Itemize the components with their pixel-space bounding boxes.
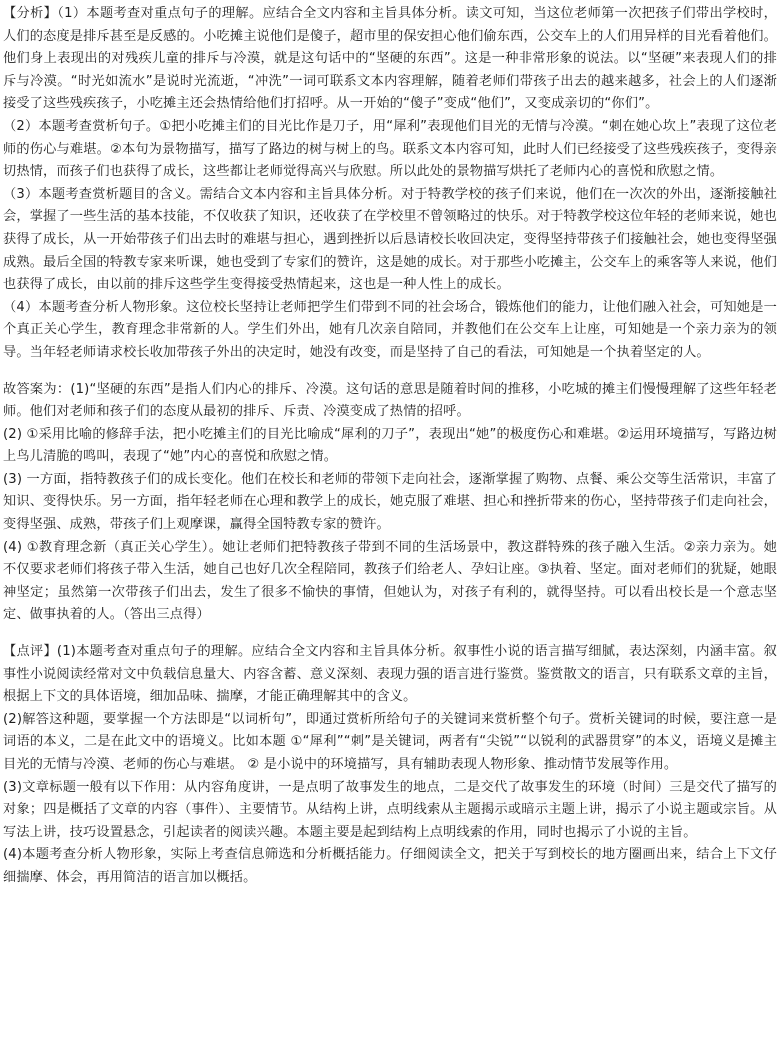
answer-section [3,379,777,628]
answer-paragraph-1: 故答案为：(1)“坚硬的东西”是指人们内心的排斥、冷漠。这句话的意思是随着时间的推移，小吃城的摊主们慢慢理解了这些年轻老师。他们对老师和孩子们的态度从最初的排斥、斥责、冷漠变成了热情的招呼。 [3,381,777,420]
comment-paragraph-3: (3)文章标题一般有以下作用：从内容角度讲，一是点明了故事发生的地点，二是交代了故事发生的环境（时间）三是交代了描写的对象；四是概括了文章的内容（事件）、主要情节。从结构上讲，点明线索从主题揭示或暗示主题上讲，揭示了小说主题或宗旨。从写法上讲，技巧设置悬念，引起读者的阅读兴趣。本题主要是起到结构上点明线索的作用，同时也揭示了小说的主旨。 [3,779,777,840]
analysis-paragraph-2: （2）本题考查赏析句子。①把小吃摊主们的目光比作是刀子，用“犀利”表现他们目光的无情与冷漠。“刺在她心坎上”表现了这位老师的伤心与难堪。②本句为景物描写，描写了路边的树与树上的鸟。联系文本内容可知，此时人们已经接受了这些残疾孩子，变得亲切热情，而孩子们也获得了成长，这些都让老师觉得高兴与欣慰。所以此处的景物描写烘托了老师内心的喜悦和欣慰之情。 [3,118,777,180]
comment-paragraph-1: 【点评】(1)本题考查对重点句子的理解。应结合全文内容和主旨具体分析。叙事性小说的语言描写细腻，表达深刻，内涵丰富。叙事性小说阅读经常对文中负载信息量大、内容含蓄、意义深刻、表现力强的语言进行鉴赏。鉴赏散文的语言，只有联系文章的主旨，根据上下文的具体语境，细加品味、揣摩，才能正确理解其中的含义。 [3,644,777,705]
comment-paragraph-2: (2)解答这种题，要掌握一个方法即是“以词析句”，即通过赏析所给句子的关键词来赏析整个句子。赏析关键词的时候，要注意一是词语的本义，二是在此文中的语境义。比如本题 ①“犀利”“刺”是关键词，两者有“尖锐”“以锐利的武器贯穿”的本义，语境义是摊主目光的无情与冷漠、老师的伤心与难堪。 ② 是小说中的环境描写，具有辅助表现人物形象、推动情节发展等作用。 [3,711,777,772]
analysis-paragraph-4: （4）本题考查分析人物形象。这位校长坚持让老师把学生们带到不同的社会场合，锻炼他们的能力，让他们融入社会，可知她是一个真正关心学生，教育理念非常新的人。学生们外出，她有几次亲自陪同，并教他们在公交车上让座，可知她是一个亲力亲为的领导。当年轻老师请求校长收加带孩子外出的决定时，她没有改变，而是坚持了自己的看法，可知她是一个执着坚定的人。 [3,299,777,360]
analysis-section [3,3,777,365]
analysis-paragraph-3: （3）本题考查赏析题目的含义。需结合文本内容和主旨具体分析。对于特教学校的孩子们来说，他们在一次次的外出，逐渐接触社会，掌握了一些生活的基本技能，不仅收获了知识，还收获了在学校里不曾领略过的快乐。对于特教学校这位年轻的老师来说，她也获得了成长，从一开始带孩子们出去时的难堪与担心，遇到挫折以后恳请校长收回决定，变得坚持带孩子们接触社会，她也变得坚强成熟。最后全国的特教专家来听课，她也受到了专家们的赞许，这是她的成长。对于那些小吃摊主，公交车上的乘客等人来说，他们也获得了成长，由以前的排斥这些学生变得接受热情起来，这也是一种人性上的成长。 [3,186,777,293]
answer-paragraph-4: (4) ①教育理念新（真正关心学生）。她让老师们把特教孩子带到不同的生活场景中，教这群特殊的孩子融入生活。②亲力亲为。她不仅要求老师们将孩子带入生活，她自己也好几次全程陪同，教孩子们给老人、孕妇让座。③执着、坚定。面对老师们的犹疑，她眼神坚定；虽然第一次带孩子们出去，发生了很多不愉快的事情，但她认为，对孩子有利的，就得坚持。可以看出校长是一个意志坚定、做事执着的人。（答出三点得） [3,539,777,623]
section-gap [3,365,777,379]
section-gap [3,627,777,641]
comment-paragraph-4: (4)本题考查分析人物形象，实际上考查信息筛选和分析概括能力。仔细阅读全文，把关于写到校长的地方圈画出来，结合上下文仔细揣摩、体会，再用简洁的语言加以概括。 [3,847,777,885]
comment-section [3,641,777,890]
answer-paragraph-2: (2) ①采用比喻的修辞手法，把小吃摊主们的目光比喻成“犀利的刀子”，表现出“她”的极度伤心和难堪。②运用环境描写，写路边树上鸟儿清脆的鸣叫，表现了“她”内心的喜悦和欣慰之情。 [3,426,777,465]
analysis-paragraph-1: 【分析】（1）本题考查对重点句子的理解。应结合全文内容和主旨具体分析。读文可知，当这位老师第一次把孩子们带出学校时，人们的态度是排斥甚至是反感的。小吃摊主说他们是傻子，超市里的保安担心他们偷东西，公交车上的人们用异样的目光看着他们。他们身上表现出的对残疾儿童的排斥与冷漠，就是这句话中的“坚硬的东西”。这是一种非常形象的说法。以“坚硬”来表现人们的排斥与冷漠。“时光如流水”是说时光流逝，“冲洗”一词可联系文本内容理解，随着老师们带孩子出去的越来越多，社会上的人们逐渐接受了这些残疾孩子，小吃摊主还会热情给他们打招呼。从一开始的“傻子”变成“他们”，又变成亲切的“你们”。 [3,6,777,112]
answer-paragraph-3: (3) 一方面，指特教孩子们的成长变化。他们在校长和老师的带领下走向社会，逐渐掌握了购物、点餐、乘公交等生活常识，丰富了知识、变得快乐。另一方面，指年轻老师在心理和教学上的成长，她克服了难堪、担心和挫折带来的伤心，坚持带孩子们走向社会，变得坚强、成熟，带孩子们上观摩课，赢得全国特教专家的赞许。 [3,471,777,533]
